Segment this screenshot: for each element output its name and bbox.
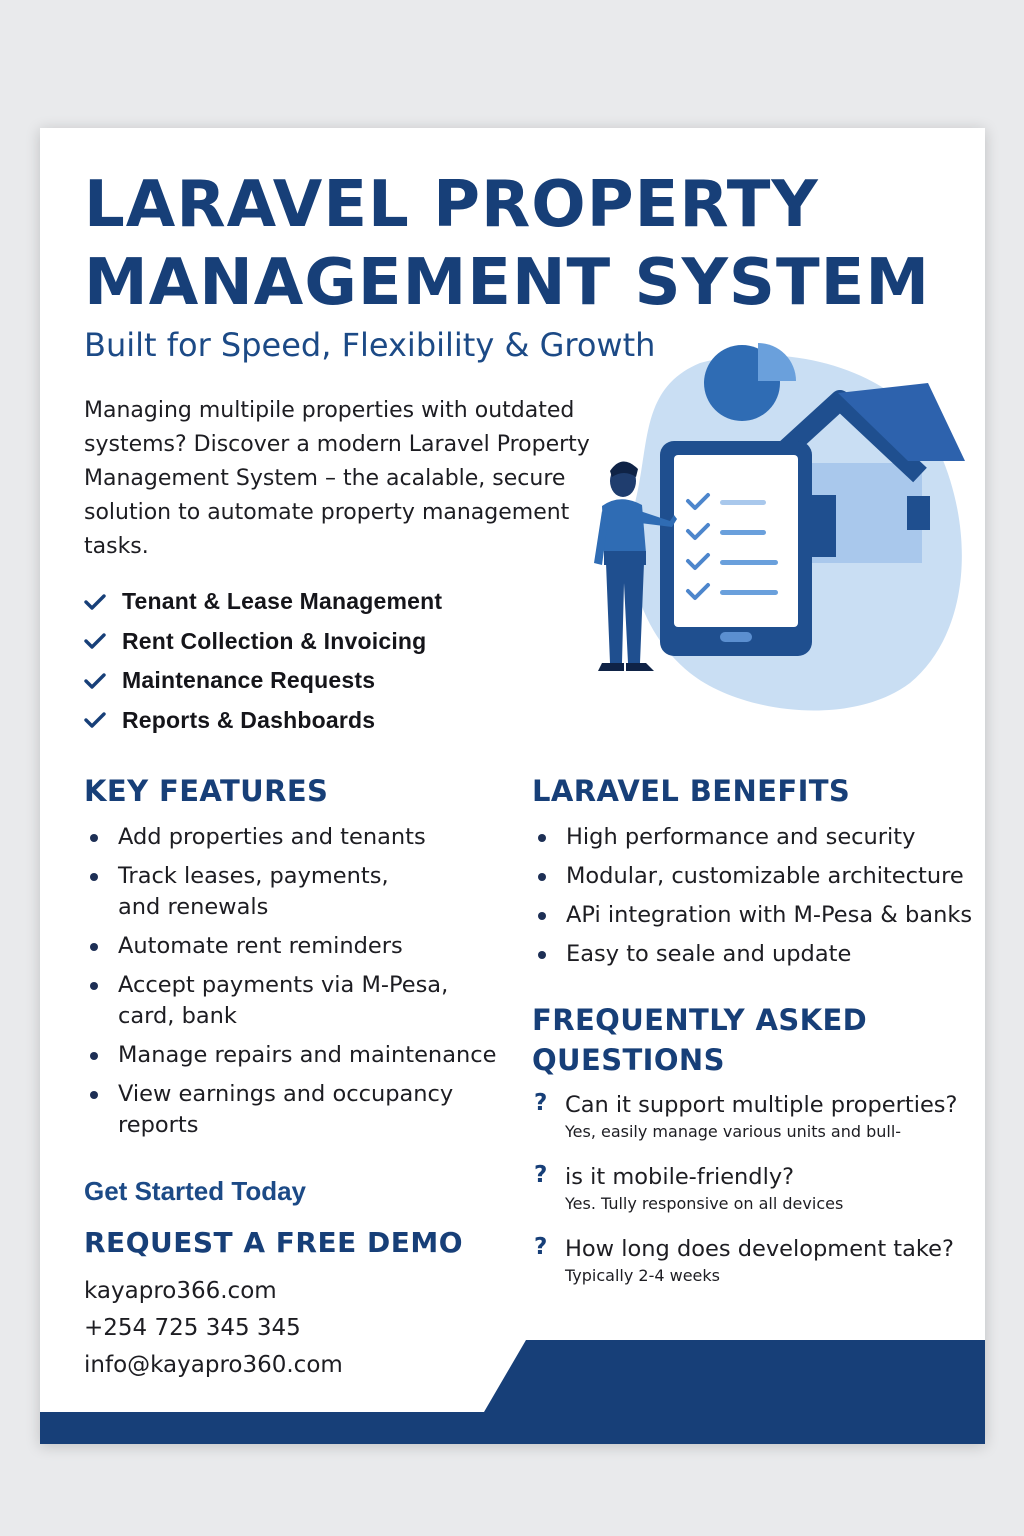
highlight-item bbox=[84, 661, 442, 701]
list-item bbox=[532, 939, 977, 970]
faq-answer: Typically 2-4 weeks bbox=[565, 1266, 720, 1285]
question-icon: ? bbox=[534, 1234, 548, 1260]
check-icon bbox=[84, 593, 122, 611]
bullet-icon bbox=[538, 951, 546, 959]
bullet-icon bbox=[538, 834, 546, 842]
list-item bbox=[84, 970, 514, 1032]
highlight-label: Rent Collection & Invoicing bbox=[122, 627, 427, 654]
list-item bbox=[84, 861, 514, 923]
cta-subheading: Get Started Today bbox=[84, 1176, 307, 1206]
contact-website[interactable]: kayapro366.com bbox=[84, 1278, 277, 1304]
bullet-icon bbox=[538, 873, 546, 881]
list-item bbox=[532, 822, 977, 853]
contact-email[interactable]: info@kayapro360.com bbox=[84, 1352, 343, 1378]
question-icon: ? bbox=[534, 1162, 548, 1188]
benefits-list bbox=[532, 822, 977, 978]
check-icon bbox=[84, 632, 122, 650]
key-features-heading: KEY FEATURES bbox=[84, 774, 329, 808]
list-item-text: Automate rent reminders bbox=[118, 933, 403, 959]
bullet-icon bbox=[538, 912, 546, 920]
highlight-label: Tenant & Lease Management bbox=[122, 588, 443, 615]
list-item bbox=[84, 1079, 514, 1141]
faq-question: How long does development take? bbox=[565, 1236, 954, 1262]
list-item-text: Add properties and tenants bbox=[118, 824, 426, 850]
highlight-label: Reports & Dashboards bbox=[122, 706, 376, 733]
intro-paragraph: Managing multipile properties with outdated systems? Discover a modern Laravel Property Management System – the acalable, secure solution to automate property management tasks. bbox=[84, 398, 590, 559]
list-item-text: Easy to seale and update bbox=[566, 941, 852, 967]
tablet-checklist-icon bbox=[660, 441, 836, 656]
highlight-item bbox=[84, 582, 442, 622]
highlight-item bbox=[84, 701, 442, 741]
list-item-text: Manage repairs and maintenance bbox=[118, 1042, 497, 1068]
list-item bbox=[84, 822, 514, 853]
faq-heading: FREQUENTLY ASKED QUESTIONS bbox=[532, 1003, 868, 1077]
benefits-heading: LARAVEL BENEFITS bbox=[532, 774, 851, 808]
faq-item bbox=[532, 1162, 972, 1216]
list-item-text: High performance and security bbox=[566, 824, 916, 850]
key-features-list bbox=[84, 822, 514, 1149]
list-item-text: View earnings and occupancy reports bbox=[118, 1081, 454, 1138]
bullet-icon bbox=[90, 943, 98, 951]
highlight-label: Maintenance Requests bbox=[122, 667, 376, 694]
faq-list bbox=[532, 1090, 972, 1306]
bullet-icon bbox=[90, 1091, 98, 1099]
highlight-list bbox=[84, 582, 442, 740]
property-illustration bbox=[580, 343, 980, 723]
faq-answer: Yes. Tully responsive on all devices bbox=[565, 1194, 844, 1213]
faq-answer: Yes, easily manage various units and bull- bbox=[565, 1122, 902, 1141]
list-item bbox=[84, 1040, 514, 1071]
title-line-1: LARAVEL PROPERTY bbox=[84, 168, 819, 242]
check-icon bbox=[84, 711, 122, 729]
flyer-page bbox=[40, 128, 985, 1444]
bullet-icon bbox=[90, 834, 98, 842]
bullet-icon bbox=[90, 873, 98, 881]
list-item-text: Track leases, payments, and renewals bbox=[118, 863, 389, 920]
subtitle: Built for Speed, Flexibility & Growth bbox=[84, 326, 656, 364]
list-item bbox=[532, 861, 977, 892]
list-item bbox=[84, 931, 514, 962]
faq-question: Can it support multiple properties? bbox=[565, 1092, 958, 1118]
highlight-item bbox=[84, 622, 442, 662]
bullet-icon bbox=[90, 982, 98, 990]
list-item-text: APi integration with M-Pesa & banks bbox=[566, 902, 973, 928]
list-item-text: Modular, customizable architecture bbox=[566, 863, 964, 889]
footer-band bbox=[40, 1340, 985, 1444]
list-item bbox=[532, 900, 977, 931]
list-item-text: Accept payments via M-Pesa, card, bank bbox=[118, 972, 449, 1029]
faq-item bbox=[532, 1234, 972, 1288]
faq-item bbox=[532, 1090, 972, 1144]
contact-phone[interactable]: +254 725 345 345 bbox=[84, 1315, 301, 1341]
faq-question: is it mobile-friendly? bbox=[565, 1164, 795, 1190]
page-title bbox=[84, 166, 930, 322]
bullet-icon bbox=[90, 1052, 98, 1060]
check-icon bbox=[84, 672, 122, 690]
cta-heading: REQUEST A FREE DEMO bbox=[84, 1226, 464, 1259]
question-icon: ? bbox=[534, 1090, 548, 1116]
title-line-2: MANAGEMENT SYSTEM bbox=[84, 246, 931, 320]
